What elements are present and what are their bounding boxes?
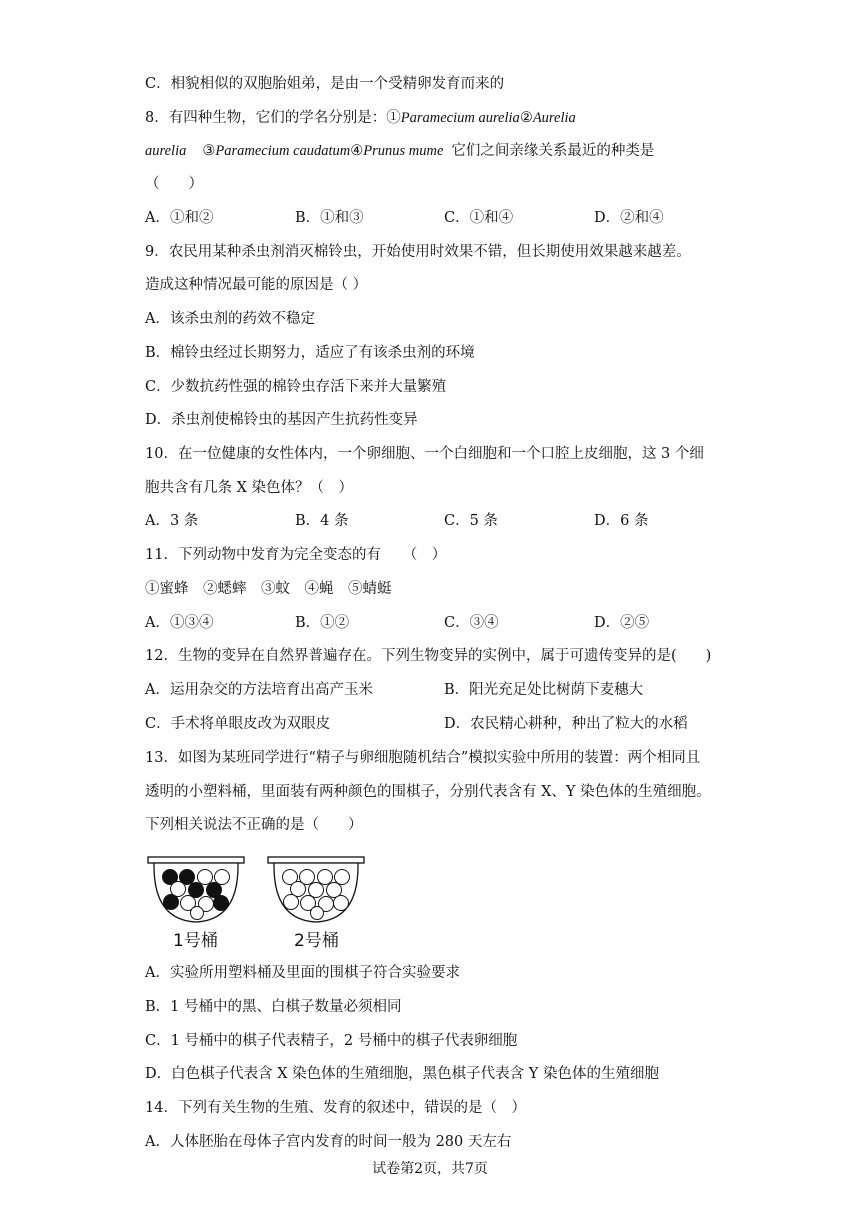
- q13-option-b: B．1 号桶中的黑、白棋子数量必须相同: [145, 999, 402, 1015]
- q13-stem-line2: 透明的小塑料桶，里面装有两种颜色的围棋子，分别代表含有 X、Y 染色体的生殖细胞。: [145, 784, 711, 800]
- q8-option-d: D．②和④: [594, 210, 664, 226]
- q10-stem-line2: 胞共含有几条 X 染色体？（ ）: [145, 480, 354, 496]
- q7-option-c: C．相貌相似的双胞胎姐弟，是由一个受精卵发育而来的: [145, 76, 505, 92]
- q8-circ3: ③: [202, 143, 216, 159]
- q14-stem: 14．下列有关生物的生殖、发育的叙述中，错误的是（ ）: [145, 1100, 526, 1116]
- q13-option-d: D．白色棋子代表含 X 染色体的生殖细胞，黑色棋子代表含 Y 染色体的生殖细胞: [145, 1066, 659, 1082]
- q8-option-c: C．①和④: [444, 210, 514, 226]
- bucket-1-label: 1号桶: [173, 931, 218, 951]
- q9-option-a: A．该杀虫剂的药效不稳定: [145, 311, 315, 327]
- q14-option-a: A．人体胚胎在母体子宫内发育的时间一般为 280 天左右: [145, 1134, 512, 1150]
- q8-stem-line2: [145, 141, 654, 161]
- q12-option-c: C．手术将单眼皮改为双眼皮: [145, 716, 331, 732]
- q11-option-a: A．①③④: [145, 615, 214, 631]
- bucket-2-label: 2号桶: [294, 931, 339, 951]
- q13-option-a: A．实验所用塑料桶及里面的围棋子符合实验要求: [145, 965, 460, 981]
- q9-stem-line2: 造成这种情况最可能的原因是（ ）: [145, 277, 368, 293]
- q11-stem: 11．下列动物中发育为完全变态的有 （ ）: [145, 547, 447, 563]
- q13-option-c: C．1 号桶中的棋子代表精子，2 号桶中的棋子代表卵细胞: [145, 1033, 518, 1049]
- q10-option-b: B．4 条: [295, 513, 349, 529]
- q12-option-a: A．运用杂交的方法培育出高产玉米: [145, 682, 373, 698]
- q8-name2a: Aurelia: [532, 110, 576, 126]
- q8-option-b: B．①和③: [295, 210, 364, 226]
- page-footer: 试卷第2页，共7页: [372, 1161, 488, 1177]
- q11-option-d: D．②⑤: [594, 615, 650, 631]
- q11-option-b: B．①②: [295, 615, 350, 631]
- q12-stem: 12．生物的变异在自然界普遍存在。下列生物变异的实例中，属于可遗传变异的是( ): [145, 648, 712, 664]
- q8-option-a: A．①和②: [145, 210, 214, 226]
- q8-name2b: aurelia: [145, 143, 187, 159]
- q10-stem-line1: 10．在一位健康的女性体内，一个卵细胞、一个白细胞和一个口腔上皮细胞，这 3 个细: [145, 446, 704, 462]
- q9-option-b: B．棉铃虫经过长期努力，适应了有该杀虫剂的环境: [145, 345, 475, 361]
- q8-circ2: ②: [519, 110, 533, 126]
- q8-paren: （ ）: [145, 176, 203, 192]
- q11-option-c: C．③④: [444, 615, 499, 631]
- q11-items: ①蜜蜂 ②蟋蟀 ③蚊 ④蝇 ⑤蜻蜓: [145, 581, 392, 597]
- q10-option-d: D．6 条: [594, 513, 649, 529]
- q10-option-c: C．5 条: [444, 513, 498, 529]
- bucket-1: [148, 857, 244, 922]
- q13-stem-line1: 13．如图为某班同学进行“精子与卵细胞随机结合”模拟实验中所用的装置：两个相同且: [145, 750, 701, 766]
- q10-option-a: A．3 条: [145, 513, 199, 529]
- q12-option-d: D．农民精心耕种，种出了粒大的水稻: [444, 716, 688, 732]
- q9-option-d: D．杀虫剂使棉铃虫的基因产生抗药性变异: [145, 412, 418, 428]
- q8-name4: Prunus mume: [363, 143, 444, 159]
- q8-stem-line1: [145, 108, 576, 128]
- q8-stem-text: 8．有四种生物，它们的学名分别是：①: [145, 110, 401, 126]
- q9-stem-line1: 9．农民用某种杀虫剂消灭棉铃虫，开始使用时效果不错，但长期使用效果越来越差。: [145, 244, 691, 260]
- q8-name3: Paramecium caudatum: [215, 143, 351, 159]
- q13-stem-line3: 下列相关说法不正确的是（ ）: [145, 817, 363, 833]
- q8-name1: Paramecium aurelia: [400, 110, 520, 126]
- q8-tail: 它们之间亲缘关系最近的种类是: [451, 143, 655, 159]
- q9-option-c: C．少数抗药性强的棉铃虫存活下来并大量繁殖: [145, 379, 447, 395]
- q12-option-b: B．阳光充足处比树荫下麦穗大: [444, 682, 644, 698]
- q8-circ4: ④: [350, 143, 364, 159]
- bucket-2: [268, 857, 364, 922]
